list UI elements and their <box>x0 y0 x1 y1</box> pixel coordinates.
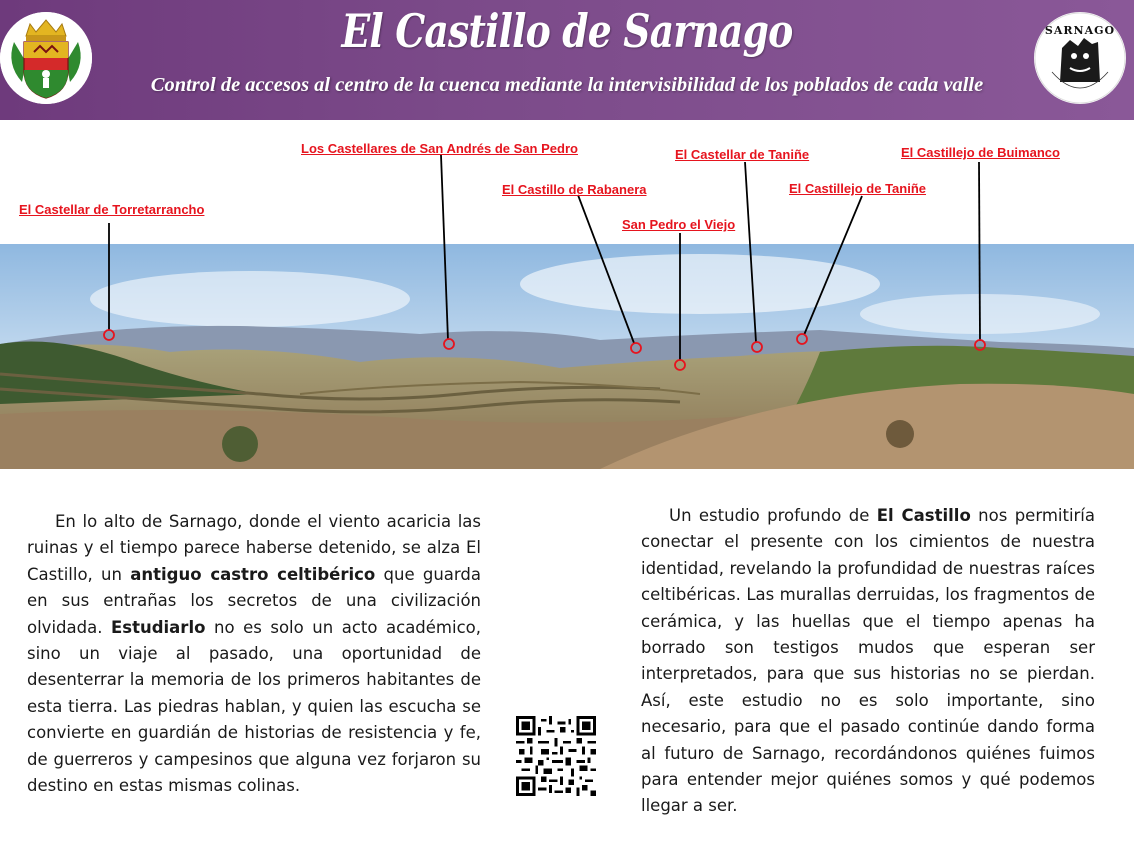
coat-of-arms-icon <box>0 12 92 104</box>
left-text-3: no es solo un acto académico, sino un viaje al pasado, una oportunidad de desenterrar la memoria de los primeros habitantes de esta tierra. Las piedras hablan, y quien las escucha se convierte en guardián de historias de resistencia y fe, de guerreros y campesinos que alguna vez forjaron su destino en estas mismas colinas. <box>27 617 481 796</box>
right-bold-1: El Castillo <box>876 506 971 525</box>
panorama-photo <box>0 244 1134 469</box>
label-san-pedro: San Pedro el Viejo <box>622 217 736 232</box>
label-castellar-tanine: El Castellar de Taniñe <box>675 147 810 162</box>
page-subtitle: Control de accesos al centro de la cuenca mediante la intervisibilidad de los poblados de cada valle <box>150 74 984 96</box>
left-text-2: que guarda en sus entrañas los secretos de una civilización olvidada. <box>27 564 481 637</box>
qr-code[interactable] <box>516 716 596 796</box>
landscape-image <box>0 244 1134 469</box>
header-band <box>0 0 1134 120</box>
sarnago-logo <box>1034 12 1126 104</box>
right-text-1: Un estudio profundo de <box>669 506 877 525</box>
left-bold-1: antiguo castro celtibérico <box>130 564 376 584</box>
right-paragraph <box>641 503 1095 820</box>
page-title: El Castillo de Sarnago <box>341 4 793 58</box>
label-buimanco: El Castillejo de Buimanco <box>901 145 1060 160</box>
sarnago-logo-text: SARNAGO <box>1044 24 1116 37</box>
coat-of-arms-logo <box>0 12 92 104</box>
label-torretarrancho: El Castellar de Torretarrancho <box>19 202 205 217</box>
left-text-1: En lo alto de Sarnago, donde el viento acaricia las ruinas y el tiempo parece haberse detenido, se alza El Castillo, un <box>27 512 481 584</box>
left-bold-2: Estudiarlo <box>110 617 206 637</box>
label-castillejo-tanine: El Castillejo de Taniñe <box>789 181 927 196</box>
label-san-andres: Los Castellares de San Andrés de San Pedro <box>301 141 578 156</box>
left-paragraph <box>27 509 481 799</box>
label-rabanera: El Castillo de Rabanera <box>502 182 647 197</box>
right-text-2: nos permitiría conectar el presente con los cimientos de nuestra identidad, revelando la profundidad de nuestras raíces celtibéricas. Las murallas derruidas, los fragmentos de cerámica, y las huellas que el tiempo apenas ha borrado son testigos mudos que esperan ser interpretados, para que sus historias no se pierdan. Así, este estudio no es solo importante, sino necesario, para que el pasado continúe dando forma al futuro de Sarnago, recordándonos quiénes fuimos para entender mejor quiénes somos y qué podemos llegar a ser. <box>641 506 1096 816</box>
